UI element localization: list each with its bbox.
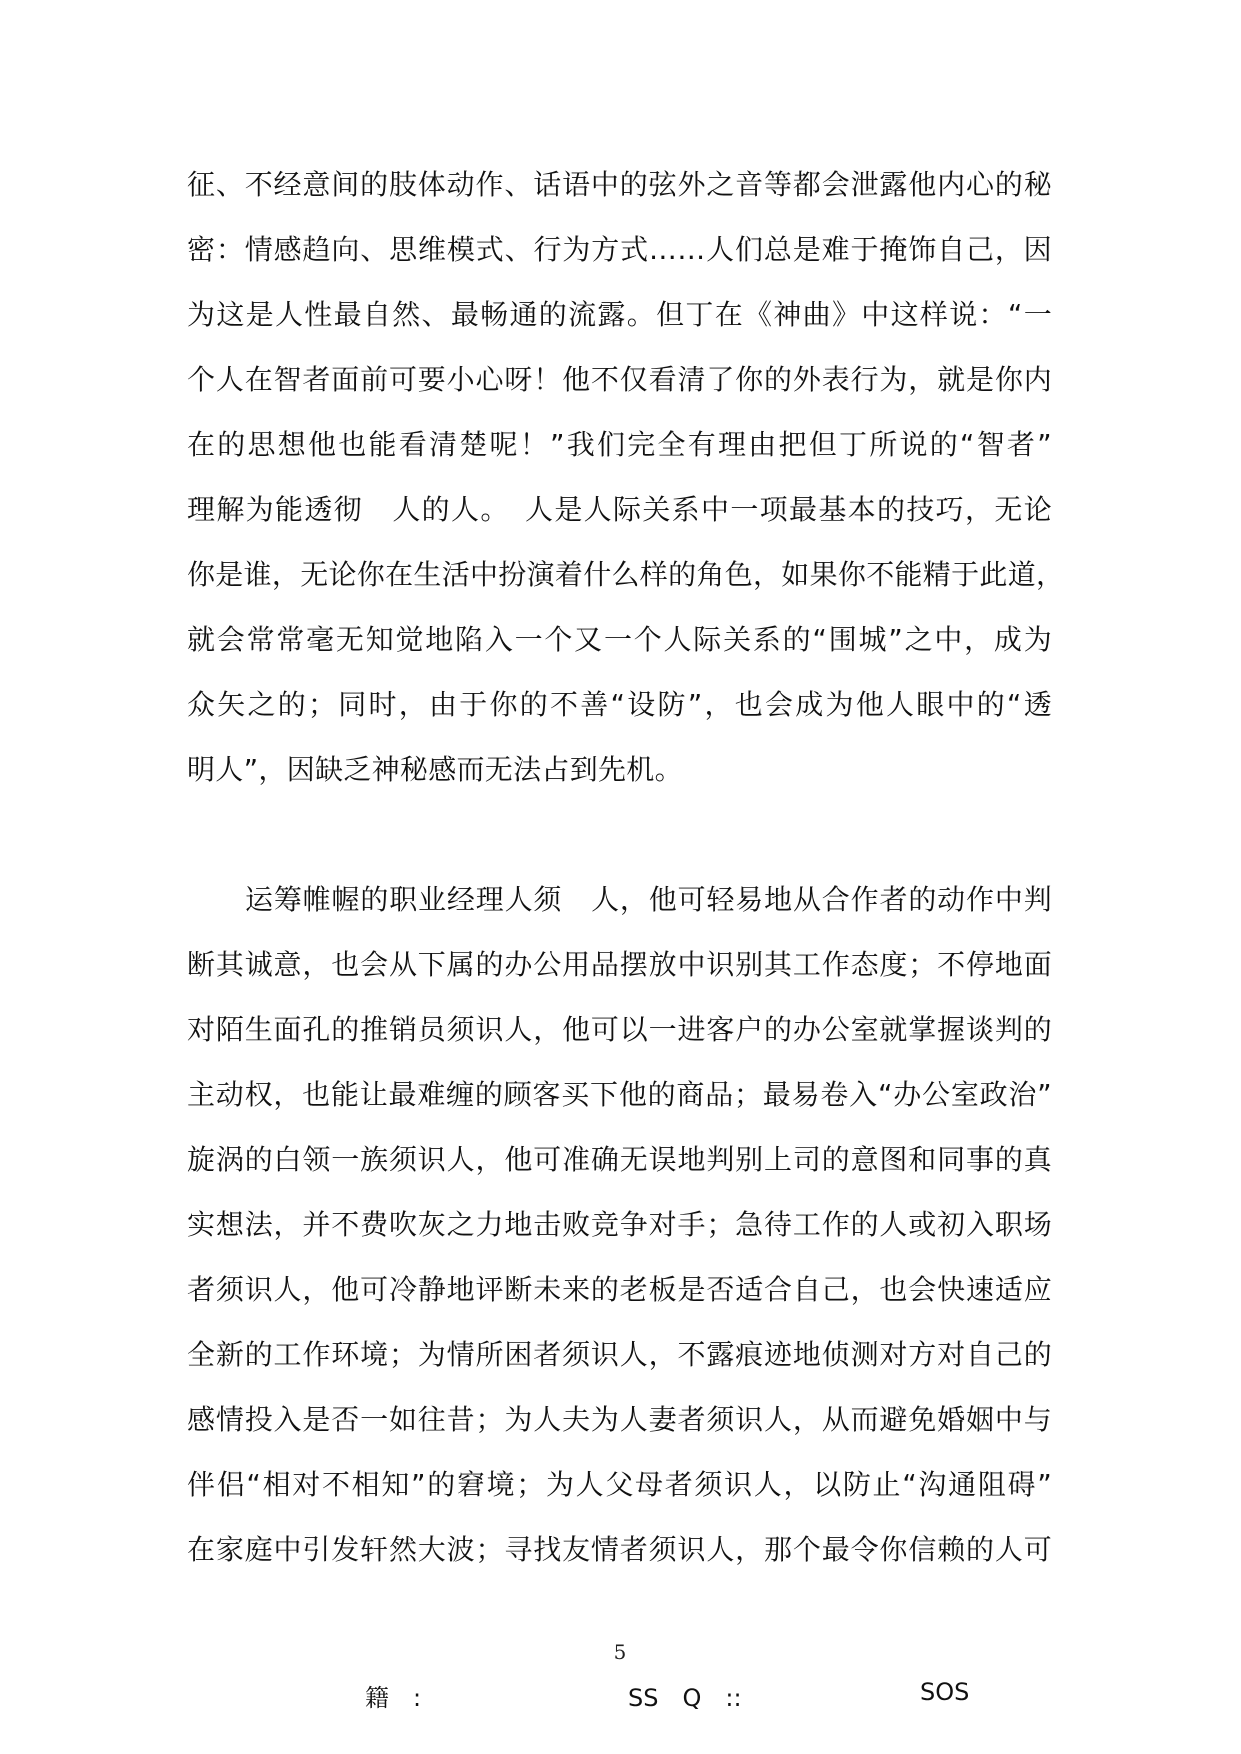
paragraph-1-line: 明人”，因缺乏神秘感而无法占到先机。 (187, 753, 683, 786)
page-footer (0, 1678, 1241, 1718)
paragraph-1-line: 你是谁，无论你在生活中扮演着什么样的角色，如果你不能精于此道， (187, 558, 1065, 591)
paragraph-1-line: 理解为能透彻 人的人。 人是人际关系中一项最基本的技巧，无论 (187, 493, 1052, 526)
paragraph-1-line: 就会常常毫无知觉地陷入一个又一个人际关系的“围城”之中，成为 (187, 623, 1052, 656)
paragraph-1-line: 征、不经意间的肢体动作、话语中的弦外之音等都会泄露他内心的秘 (187, 168, 1052, 201)
paragraph-2-line: 对陌生面孔的推销员须识人，他可以一进客户的办公室就掌握谈判的 (187, 1013, 1052, 1046)
paragraph-2-line: 旋涡的白领一族须识人，他可准确无误地判别上司的意图和同事的真 (187, 1143, 1052, 1176)
paragraph-2-line: 在家庭中引发轩然大波；寻找友情者须识人，那个最令你信赖的人可 (187, 1533, 1052, 1566)
paragraph-1-line: 密：情感趋向、思维模式、行为方式……人们总是难于掩饰自己，因 (187, 233, 1052, 266)
paragraph-2-line: 全新的工作环境；为情所困者须识人，不露痕迹地侦测对方对自己的 (187, 1338, 1052, 1371)
paragraph-1-line: 为这是人性最自然、最畅通的流露。但丁在《神曲》中这样说：“一 (187, 298, 1052, 331)
page-number: 5 (613, 1640, 627, 1664)
footer-center-text: SS Q :: (628, 1684, 742, 1712)
paragraph-2-line: 者须识人，他可冷静地评断未来的老板是否适合自己，也会快速适应 (187, 1273, 1052, 1306)
paragraph-1 (187, 152, 1065, 802)
paragraph-2-line: 断其诚意，也会从下属的办公用品摆放中识别其工作态度；不停地面 (187, 948, 1052, 981)
paragraph-1-line: 众矢之的；同时，由于你的不善“设防”，也会成为他人眼中的“透 (187, 688, 1052, 721)
paragraph-2-line: 实想法，并不费吹灰之力地击败竞争对手；急待工作的人或初入职场 (187, 1208, 1052, 1241)
paragraph-2-line: 运筹帷幄的职业经理人须 人，他可轻易地从合作者的动作中判 (245, 883, 1052, 916)
footer-right-text: SOS (920, 1678, 970, 1706)
paragraph-1-line: 在的思想他也能看清楚呢！”我们完全有理由把但丁所说的“智者” (187, 428, 1052, 461)
footer-left-text: 籍 : (365, 1684, 422, 1712)
paragraph-1-line: 个人在智者面前可要小心呀！他不仅看清了你的外表行为，就是你内 (187, 363, 1052, 396)
paragraph-2 (187, 867, 1052, 1582)
paragraph-2-line: 感情投入是否一如往昔；为人夫为人妻者须识人，从而避免婚姻中与 (187, 1403, 1052, 1436)
paragraph-2-line: 伴侣“相对不相知”的窘境；为人父母者须识人，以防止“沟通阻碍” (187, 1468, 1052, 1501)
paragraph-2-line: 主动权，也能让最难缠的顾客买下他的商品；最易卷入“办公室政治” (187, 1078, 1052, 1111)
